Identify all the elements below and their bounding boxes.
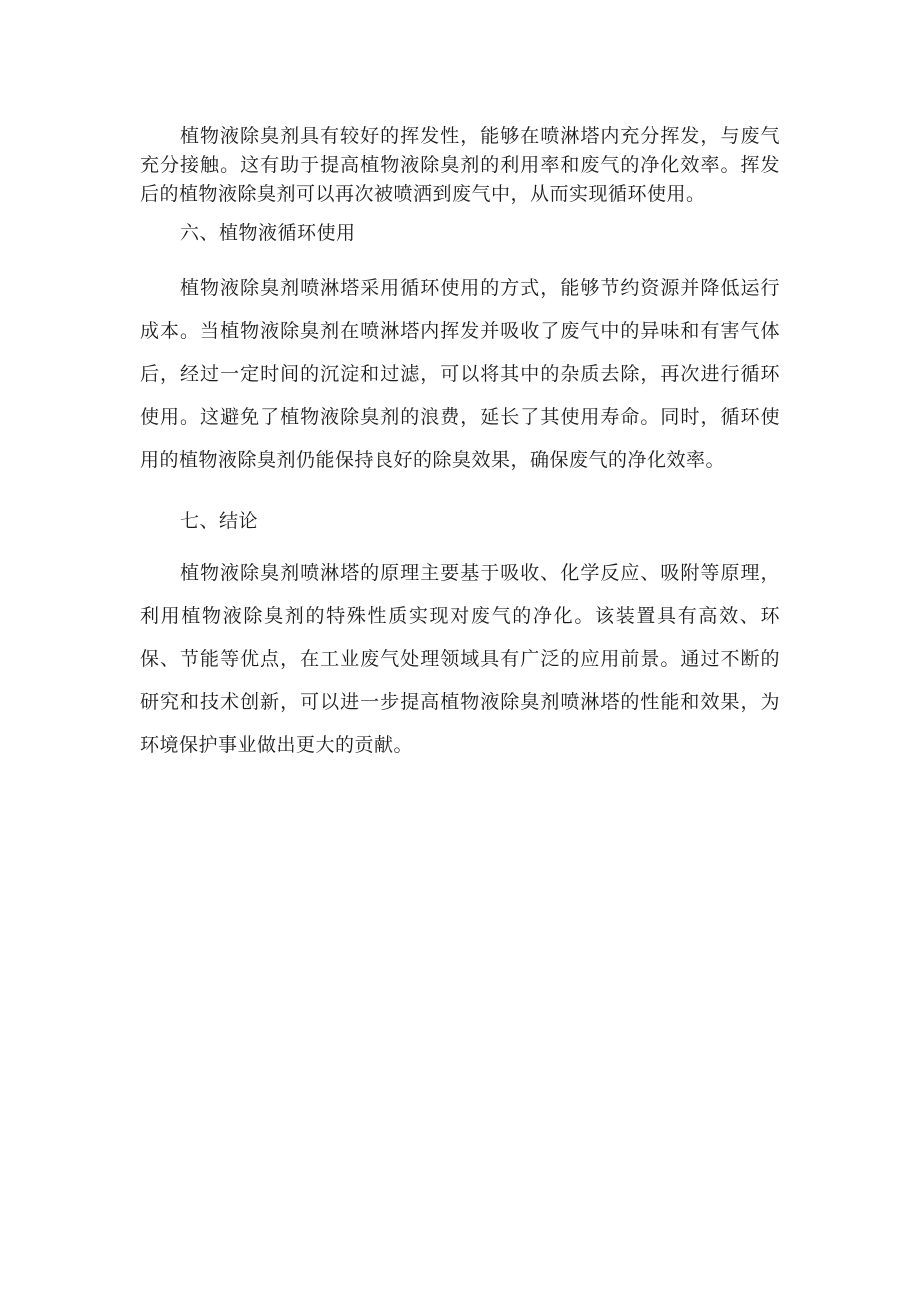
section-heading-recycling: 六、植物液循环使用 xyxy=(180,222,356,244)
paragraph-volatility: 植物液除臭剂具有较好的挥发性，能够在喷淋塔内充分挥发，与废气充分接触。这有助于提高植物液除臭剂的利用率和废气的净化效率。挥发后的植物液除臭剂可以再次被喷洒到废气中，从而实现循环使用。 xyxy=(140,125,780,205)
section-heading-conclusion: 七、结论 xyxy=(180,510,259,532)
paragraph-conclusion: 植物液除臭剂喷淋塔的原理主要基于吸收、化学反应、吸附等原理，利用植物液除臭剂的特殊性质实现对废气的净化。该装置具有高效、环保、节能等优点，在工业废气处理领域具有广泛的应用前景。通过不断的研究和技术创新，可以进一步提高植物液除臭剂喷淋塔的性能和效果，为环境保护事业做出更大的贡献。 xyxy=(140,562,780,756)
paragraph-recycling: 植物液除臭剂喷淋塔采用循环使用的方式，能够节约资源并降低运行成本。当植物液除臭剂在喷淋塔内挥发并吸收了废气中的异味和有害气体后，经过一定时间的沉淀和过滤，可以将其中的杂质去除，再次进行循环使用。这避免了植物液除臭剂的浪费，延长了其使用寿命。同时，循环使用的植物液除臭剂仍能保持良好的除臭效果，确保废气的净化效率。 xyxy=(140,277,780,471)
